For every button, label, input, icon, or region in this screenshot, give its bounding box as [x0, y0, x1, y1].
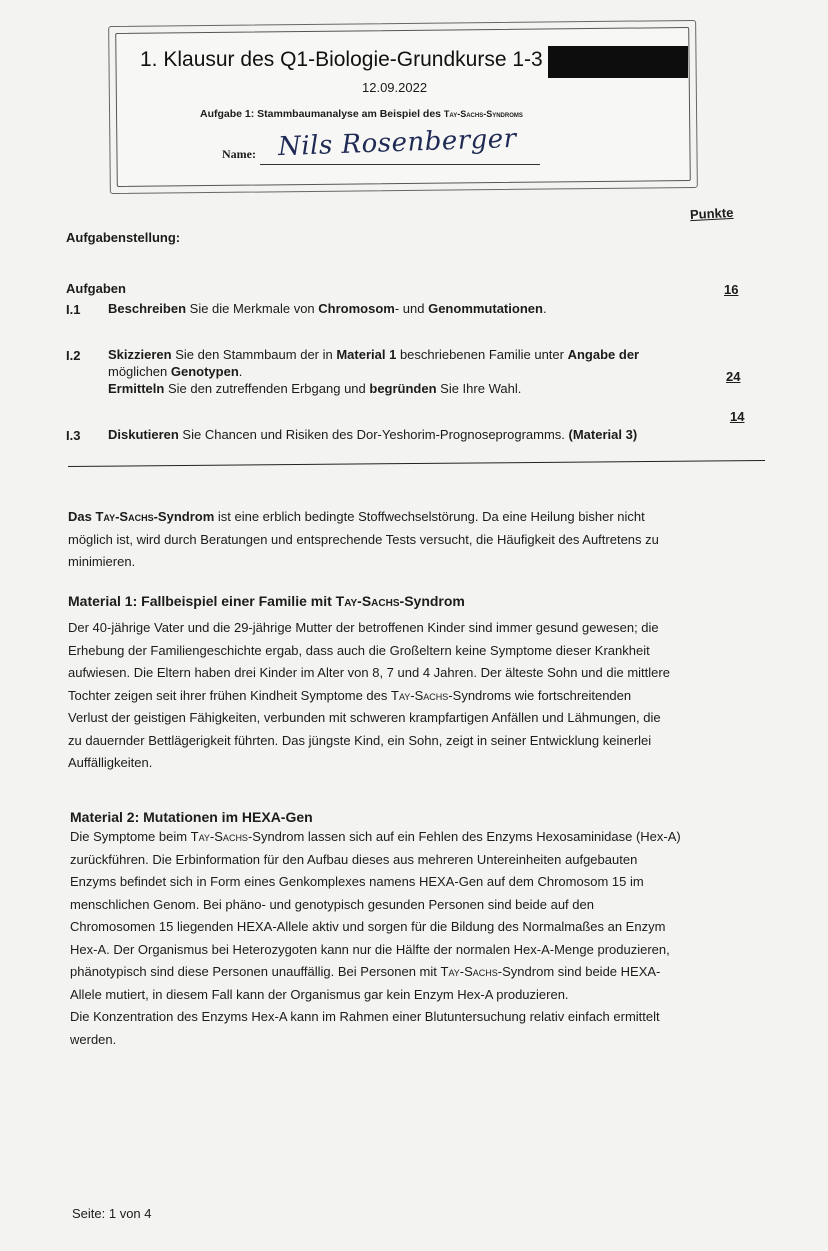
text-segment: möglichen	[108, 364, 171, 379]
task-points: 24	[726, 369, 741, 384]
text-line	[108, 426, 637, 443]
text-line	[70, 916, 770, 939]
text-segment: Chromosomen 15 liegenden HEXA-Allele aktiv und sorgen für die Bildung des Normalmaßes an Enzym	[70, 919, 666, 934]
aufgabe-subtitle	[200, 108, 523, 120]
text-segment: Sie Ihre Wahl.	[436, 381, 522, 396]
text-segment: Tochter zeigen seit ihrer frühen Kindheit Symptome des	[68, 687, 392, 703]
text-segment: Diskutieren	[108, 427, 179, 442]
text-segment: Erhebung der Familiengeschichte ergab, dass auch die Großeltern keine Symptome dieser Krankheit	[68, 642, 650, 658]
text-line	[68, 529, 768, 552]
text-segment: Sie den Stammbaum der in	[171, 347, 337, 362]
text-line	[68, 551, 768, 574]
text-line	[108, 363, 639, 380]
name-handwritten: Nils Rosenberger	[277, 123, 518, 163]
text-segment: - und	[394, 301, 429, 316]
text-segment: (Material 3)	[568, 427, 638, 442]
text-segment: Sie die Merkmale von	[186, 301, 319, 316]
text-segment: Hex-A. Der Organismus bei Heterozygoten kann nur die Hälfte der normalen Hex-A-Menge produzieren,	[70, 941, 670, 957]
aufgabe-subtitle-prefix: Aufgabe 1: Stammbaumanalyse am Beispiel des	[200, 108, 444, 120]
text-line	[70, 826, 770, 849]
text-segment: Genommutationen	[428, 301, 543, 316]
task-number: I.2	[66, 348, 81, 363]
text-line	[68, 685, 768, 708]
task-text	[108, 300, 547, 317]
text-segment: Sie den zutreffenden Erbgang und	[164, 381, 370, 396]
text-line	[108, 380, 639, 397]
text-segment: -Syndroms wie fortschreitenden	[448, 687, 632, 703]
text-segment: .	[238, 364, 243, 379]
text-segment: Tay-Sachs	[391, 687, 449, 703]
text-segment: .	[542, 301, 547, 316]
text-segment: ist eine erblich bedingte Stoffwechselstörung. Da eine Heilung bisher nicht	[214, 509, 645, 524]
page-footer: Seite: 1 von 4	[72, 1206, 152, 1221]
text-segment: menschlichen Genom. Bei phäno- und genotypisch gesunden Personen sind beide auf den	[70, 896, 594, 912]
text-segment: Allele mutiert, in diesem Fall kann der Organismus gar kein Enzym Hex-A produzieren.	[70, 986, 569, 1002]
text-line	[70, 894, 770, 917]
task-points: 16	[724, 282, 739, 297]
text-segment: werden.	[70, 1031, 117, 1047]
text-segment: zurückführen. Die Erbinformation für den Aufbau dieses aus mehreren Untereinheiten aufgebauten	[70, 851, 638, 867]
text-segment: begründen	[369, 381, 437, 396]
material1-title	[68, 593, 465, 609]
aufgabe-subtitle-syndrome: Tay-Sachs-Syndroms	[443, 109, 523, 119]
material1-title-prefix: Material 1: Fallbeispiel einer Familie mit	[68, 593, 336, 609]
text-segment: -Syndrom	[153, 509, 215, 524]
redaction-bar	[548, 46, 688, 78]
text-segment: Enzyms befindet sich in Form eines Genkomplexes namens HEXA-Gen auf dem Chromosom 15 im	[70, 874, 644, 889]
aufgabenstellung-heading: Aufgabenstellung:	[66, 230, 181, 245]
text-segment: Skizzieren	[108, 347, 172, 362]
text-line	[68, 707, 768, 730]
text-line	[70, 871, 770, 894]
text-segment: Tay-Sachs	[190, 829, 248, 844]
text-line	[108, 300, 547, 317]
text-segment: Verlust der geistigen Fähigkeiten, verbunden mit schweren krampfartigen Anfällen und Lähmungen, die	[68, 710, 661, 725]
material1-title-syndrome: Tay-Sachs	[335, 593, 400, 609]
text-segment: möglich ist, wird durch Beratungen und entsprechende Tests versucht, die Häufigkeit des Auftretens zu	[68, 531, 659, 547]
text-segment: minimieren.	[68, 554, 136, 569]
text-segment: Angabe der	[567, 347, 640, 362]
material1-title-suffix: -Syndrom	[399, 593, 465, 609]
material2-title: Material 2: Mutationen im HEXA-Gen	[70, 809, 313, 825]
text-segment: Genotypen	[170, 364, 239, 379]
task-points: 14	[730, 409, 745, 424]
exam-date: 12.09.2022	[362, 80, 428, 95]
text-segment: zu dauernder Bettlägerigkeit führten. Das jüngste Kind, ein Sohn, zeigt in seiner Entwicklung keinerlei	[68, 732, 652, 748]
text-line	[70, 849, 770, 872]
text-line	[68, 662, 768, 685]
section-divider	[68, 460, 765, 467]
name-line	[260, 164, 540, 165]
text-segment: phänotypisch sind diese Personen unauffällig. Bei Personen mit	[70, 964, 441, 979]
text-segment: -Syndrom lassen sich auf ein Fehlen des Enzyms Hexosaminidase (Hex-A)	[247, 829, 681, 844]
text-segment: Beschreiben	[108, 301, 187, 316]
task-number: I.1	[66, 302, 81, 317]
text-segment: Auffälligkeiten.	[68, 755, 153, 770]
text-line	[68, 617, 768, 640]
exam-title: 1. Klausur des Q1-Biologie-Grundkurse 1-3	[140, 48, 543, 71]
task-number: I.3	[66, 428, 81, 443]
text-line	[68, 640, 768, 663]
text-segment: Die Symptome beim	[70, 829, 191, 844]
text-segment: Ermitteln	[108, 381, 165, 396]
text-segment: Tay-Sachs	[95, 509, 154, 524]
text-line	[68, 506, 768, 529]
material2-text	[70, 826, 770, 1051]
text-line	[70, 961, 770, 984]
text-segment: beschriebenen Familie unter	[396, 347, 568, 362]
text-line	[68, 730, 768, 753]
text-line	[70, 1029, 770, 1052]
punkte-label: Punkte	[689, 204, 734, 223]
text-segment: Material 1	[336, 347, 397, 362]
text-line	[70, 984, 770, 1007]
text-segment: Der 40-jährige Vater und die 29-jährige Mutter der betroffenen Kinder sind immer gesund gewesen; die	[68, 620, 659, 635]
task-text	[108, 346, 639, 397]
text-line	[70, 939, 770, 962]
text-line	[108, 346, 639, 363]
text-line	[68, 752, 768, 775]
text-segment: Tay-Sachs	[440, 964, 498, 979]
text-segment: Chromosom	[318, 301, 395, 316]
name-label: Name:	[222, 147, 256, 161]
task-text	[108, 426, 637, 443]
text-line	[70, 1006, 770, 1029]
material1-text	[68, 617, 768, 775]
text-segment: Sie Chancen und Risiken des Dor-Yeshorim-Prognoseprogramms.	[178, 427, 569, 442]
text-segment: aufwiesen. Die Eltern haben drei Kinder im Alter von 8, 7 und 4 Jahren. Der älteste Sohn und die mittlere	[68, 665, 670, 680]
text-segment: -Syndrom sind beide HEXA-	[497, 964, 661, 979]
intro-paragraph	[68, 506, 768, 574]
aufgaben-heading: Aufgaben	[66, 281, 126, 296]
text-segment: Das	[68, 509, 96, 524]
text-segment: Die Konzentration des Enzyms Hex-A kann im Rahmen einer Blutuntersuchung relativ einfach ermittelt	[70, 1009, 660, 1024]
